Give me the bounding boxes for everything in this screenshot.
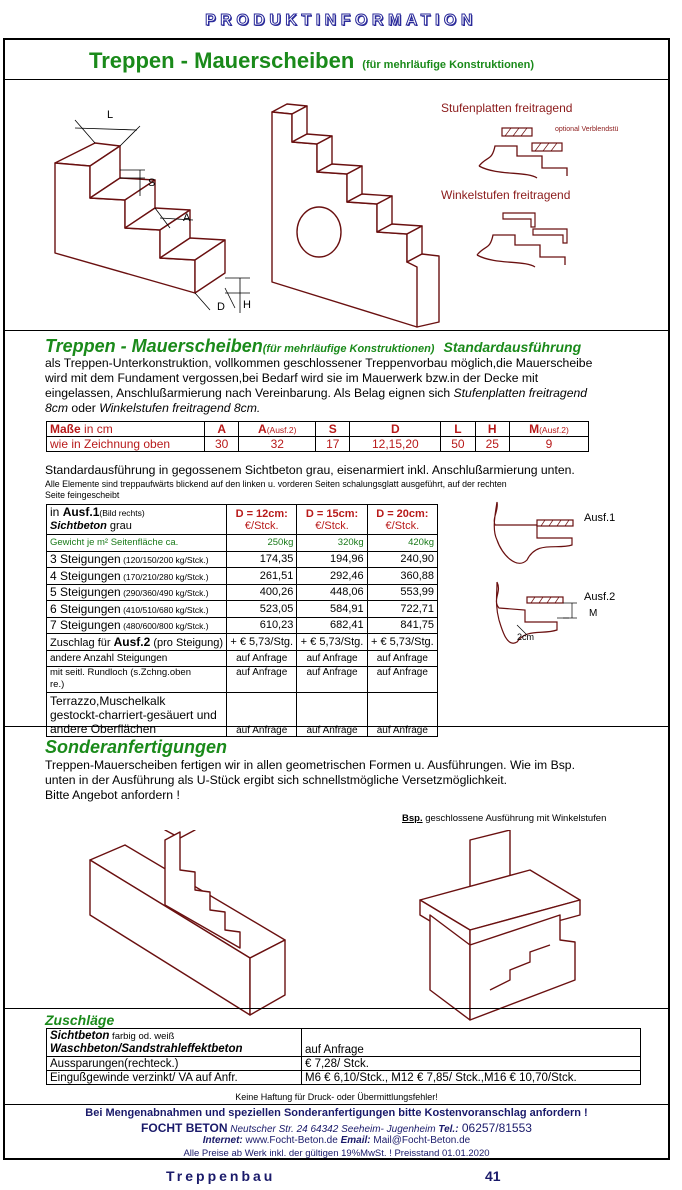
table-row bbox=[47, 568, 438, 585]
divider bbox=[5, 1008, 668, 1009]
col-unit: €/Stck. bbox=[244, 519, 279, 532]
std-line: Standardausführung in gegossenem Sichtbeton grau, eisenarmiert inkl. Anschlußarmierung unten. bbox=[45, 463, 575, 477]
section2-paragraph bbox=[45, 356, 592, 416]
price-cell: 448,06 bbox=[297, 584, 367, 601]
row-sub: (290/360/490 kg/Stck.) bbox=[120, 588, 209, 599]
price-h-grau: grau bbox=[106, 520, 132, 532]
inet-label: Internet: bbox=[202, 1135, 243, 1146]
price-cell: 523,05 bbox=[227, 601, 297, 618]
page-number: 41 bbox=[485, 1168, 501, 1184]
haftung-note: Keine Haftung für Druck- oder Übermittlungsfehler! bbox=[235, 1092, 438, 1102]
z-r1a: Sichtbeton bbox=[50, 1029, 110, 1042]
dim-header-bold: Maße bbox=[50, 422, 81, 436]
section3-paragraph bbox=[45, 758, 575, 803]
small-note-line: Seite feingescheibt bbox=[45, 490, 120, 500]
zuschlag-label bbox=[47, 634, 227, 651]
price-cell: 841,75 bbox=[367, 617, 437, 634]
section2-title-sub: (für mehrläufige Konstruktionen) bbox=[262, 343, 435, 355]
price-cell: 174,35 bbox=[227, 551, 297, 568]
para-text: oder bbox=[68, 401, 100, 415]
para-line: wird mit dem Fundament vergossen,bei Bedarf wird sie im Mauerwerk bzw.in der Decke mit bbox=[45, 371, 539, 385]
ausf-sketches bbox=[487, 500, 657, 650]
andere-value: auf Anfrage bbox=[227, 650, 297, 667]
col-d: D = 12cm: bbox=[235, 507, 288, 520]
col-d: D = 15cm: bbox=[305, 507, 359, 520]
col-d: D = 20cm: bbox=[376, 507, 429, 520]
dim-value-A: 30 bbox=[205, 437, 239, 452]
mengen-note: Bei Mengenabnahmen und speziellen Sonderanfertigungen bitte Kostenvoranschlag anfordern ! bbox=[85, 1107, 588, 1119]
row-name: 7 Steigungen bbox=[50, 618, 121, 633]
u-piece-diagram bbox=[85, 830, 305, 1020]
andere-value: auf Anfrage bbox=[367, 650, 437, 667]
col-unit: €/Stck. bbox=[315, 519, 349, 532]
price-cell: 553,99 bbox=[367, 584, 437, 601]
zuschlaege-title: Zuschläge bbox=[45, 1012, 115, 1028]
price-col-header bbox=[297, 505, 367, 535]
col-unit: €/Stck. bbox=[385, 519, 420, 532]
dim-value-S: 17 bbox=[316, 437, 350, 452]
dim-header-M bbox=[509, 422, 588, 437]
company-name: FOCHT BETON bbox=[141, 1121, 228, 1135]
zuschlag-value: + € 5,73/Stg. bbox=[227, 634, 297, 651]
inet-url[interactable]: www.Focht-Beton.de bbox=[242, 1135, 341, 1146]
section2-title-std: Standardausführung bbox=[443, 339, 582, 355]
mail-address[interactable]: Mail@Focht-Beton.de bbox=[370, 1135, 471, 1146]
row-label bbox=[47, 617, 227, 634]
section2-title bbox=[45, 336, 581, 357]
zuschlaege-table bbox=[46, 1028, 641, 1085]
price-cell: 400,26 bbox=[227, 584, 297, 601]
terrazzo-value: auf Anfrage bbox=[297, 693, 367, 737]
content-frame bbox=[3, 38, 670, 1160]
para-italic: 8cm bbox=[45, 401, 69, 415]
para-line: als Treppen-Unterkonstruktion, vollkommen geschlossener Treppenvorbau möglich,die Mauerscheibe bbox=[45, 356, 593, 370]
rundloch-value: auf Anfrage bbox=[227, 667, 297, 693]
dim-header-A2-sub: (Ausf.2) bbox=[266, 425, 297, 435]
dim-value-D: 12,15,20 bbox=[350, 437, 441, 452]
price-h-in: in bbox=[50, 505, 63, 519]
dim-header-A: A bbox=[205, 422, 239, 437]
z-r1c: Waschbeton/Sandstrahleffektbeton bbox=[50, 1042, 243, 1055]
zuschlag-row-value: € 7,28/ Stck. bbox=[302, 1057, 641, 1071]
terrazzo-value: auf Anfrage bbox=[227, 693, 297, 737]
terrazzo-label bbox=[47, 693, 227, 737]
dim-header-S: S bbox=[316, 422, 350, 437]
bsp-label: Bsp. bbox=[402, 813, 423, 824]
bsp-text: geschlossene Ausführung mit Winkelstufen bbox=[422, 813, 607, 824]
dim-value-H: 25 bbox=[475, 437, 509, 452]
row-label bbox=[47, 584, 227, 601]
main-title-sub: (für mehrläufige Konstruktionen) bbox=[362, 59, 535, 71]
divider bbox=[5, 726, 668, 727]
price-table bbox=[46, 504, 438, 737]
rundloch-value: auf Anfrage bbox=[297, 667, 367, 693]
dim-label-S: S bbox=[148, 177, 156, 189]
preise-note: Alle Preise ab Werk inkl. der gültigen 19%MwSt. ! Preisstand 01.01.2020 bbox=[183, 1148, 490, 1159]
price-h-sicht: Sichtbeton bbox=[50, 520, 107, 532]
winkelstufen-sketch bbox=[475, 205, 585, 270]
para-italic: Stufenplatten freitragend bbox=[453, 386, 588, 400]
andere-label: andere Anzahl Steigungen bbox=[47, 650, 227, 667]
dim-header-A2 bbox=[239, 422, 316, 437]
table-row bbox=[47, 551, 438, 568]
row-sub: (170/210/280 kg/Stck.) bbox=[120, 571, 209, 582]
terrazzo-l1: Terrazzo,Muschelkalk bbox=[50, 694, 166, 708]
bsp-caption bbox=[402, 813, 606, 824]
zuschlag-row-label: Aussparungen(rechteck.) bbox=[47, 1057, 302, 1071]
dim-header-unit: in cm bbox=[80, 422, 113, 436]
contact-line bbox=[5, 1135, 668, 1146]
price-cell: 360,88 bbox=[367, 568, 437, 585]
tel-number: 06257/81553 bbox=[458, 1121, 532, 1135]
tel-label: Tel.: bbox=[438, 1124, 459, 1135]
z-r1b: farbig od. weiß bbox=[109, 1030, 175, 1042]
rundloch-l1: mit seitl. Rundloch (s.Zchng.oben bbox=[50, 667, 191, 678]
dim-header-M-text: M bbox=[529, 422, 540, 436]
para-italic: Winkelstufen freitragend 8cm. bbox=[99, 401, 261, 415]
rundloch-l2: re.) bbox=[50, 679, 65, 690]
price-header-label bbox=[47, 505, 227, 535]
divider bbox=[5, 79, 668, 80]
zuschlag-row-value: auf Anfrage bbox=[302, 1029, 641, 1057]
row-name: 3 Steigungen bbox=[50, 552, 121, 567]
divider bbox=[5, 330, 668, 331]
small-note bbox=[45, 479, 507, 501]
rundloch-label bbox=[47, 667, 227, 693]
company-line bbox=[5, 1121, 668, 1135]
company-address: Neutscher Str. 24 64342 Seeheim- Jugenheim bbox=[227, 1124, 439, 1135]
price-cell: 584,91 bbox=[297, 601, 367, 618]
row-label bbox=[47, 551, 227, 568]
dim-value-L: 50 bbox=[441, 437, 475, 452]
zuschlag-c: (pro Steigung) bbox=[150, 636, 224, 649]
price-cell: 292,46 bbox=[297, 568, 367, 585]
row-sub: (120/150/200 kg/Stck.) bbox=[120, 555, 209, 566]
zuschlag-value: + € 5,73/Stg. bbox=[367, 634, 437, 651]
zuschlag-row-label bbox=[47, 1029, 302, 1057]
footer-section-name: Treppenbau bbox=[166, 1168, 276, 1184]
dim-value-M: 9 bbox=[509, 437, 588, 452]
page-header: PRODUKTINFORMATION bbox=[205, 12, 477, 29]
m-label: M bbox=[589, 608, 598, 619]
andere-value: auf Anfrage bbox=[297, 650, 367, 667]
winkelstufen-u-diagram bbox=[410, 830, 585, 1030]
terrazzo-l2: gestockt-charriert-gesäuert und bbox=[50, 708, 217, 722]
zuschlag-a: Zuschlag für bbox=[50, 636, 114, 649]
row-label bbox=[47, 601, 227, 618]
zuschlag-value: + € 5,73/Stg. bbox=[297, 634, 367, 651]
small-note-line: Alle Elemente sind treppaufwärts blickend auf den linken u. vorderen Seiten schalungsglatt ausgeführt, auf der rechten bbox=[45, 479, 507, 489]
row-name: 4 Steigungen bbox=[50, 568, 121, 583]
section2-title-text: Treppen - Mauerscheiben bbox=[45, 336, 263, 356]
main-title-text: Treppen - Mauerscheiben bbox=[89, 48, 355, 73]
row-sub: (410/510/680 kg/Stck.) bbox=[120, 604, 209, 615]
dim-label-A: A bbox=[183, 212, 191, 224]
dim-header bbox=[47, 422, 205, 437]
table-row bbox=[47, 584, 438, 601]
para-line bbox=[45, 401, 592, 416]
price-col-header bbox=[367, 505, 437, 535]
ausf1-label: Ausf.1 bbox=[584, 512, 616, 524]
row-name: 6 Steigungen bbox=[50, 601, 121, 616]
para-text: eingelassen, Anschlußarmierung nach Vereinbarung. Als Belag eignen sich bbox=[45, 386, 454, 400]
label-verblend: optional Verblendstü bbox=[555, 126, 619, 133]
section3-title: Sonderanfertigungen bbox=[45, 737, 228, 757]
gewicht-label: Gewicht je m² Seitenfläche ca. bbox=[47, 535, 227, 552]
gewicht-value: 250kg bbox=[227, 535, 297, 552]
dim-label-L: L bbox=[107, 109, 114, 121]
dim-label-H: H bbox=[243, 299, 251, 311]
table-row bbox=[47, 617, 438, 634]
table-row bbox=[47, 667, 438, 693]
price-cell: 261,51 bbox=[227, 568, 297, 585]
price-cell: 610,23 bbox=[227, 617, 297, 634]
price-h-ausf: Ausf.1 bbox=[62, 505, 100, 519]
para-line: Treppen-Mauerscheiben fertigen wir in allen geometrischen Formen u. Ausführungen. Wie im Bsp. bbox=[45, 758, 575, 772]
para-line: unten in der Ausführung als U-Stück ergibt sich schnellstmögliche Versetzmöglichkeit. bbox=[45, 773, 507, 787]
dim-row-label: wie in Zeichnung oben bbox=[47, 437, 205, 452]
price-cell: 194,96 bbox=[297, 551, 367, 568]
zuschlag-b: Ausf.2 bbox=[113, 634, 151, 649]
para-line: Bitte Angebot anfordern ! bbox=[45, 788, 180, 802]
row-sub: (480/600/800 kg/Stck.) bbox=[120, 621, 209, 632]
dim-header-A2-text: A bbox=[258, 422, 267, 436]
dimensions-table bbox=[46, 421, 589, 452]
label-stufenplatten: Stufenplatten freitragend bbox=[441, 101, 573, 115]
dim-header-M-sub: (Ausf.2) bbox=[539, 425, 569, 435]
price-col-header bbox=[227, 505, 297, 535]
dim-label-D: D bbox=[217, 301, 225, 313]
dim-value-A2: 32 bbox=[239, 437, 316, 452]
table-row bbox=[47, 601, 438, 618]
main-title bbox=[89, 48, 534, 74]
gewicht-value: 420kg bbox=[367, 535, 437, 552]
terrazzo-value: auf Anfrage bbox=[367, 693, 437, 737]
price-cell: 722,71 bbox=[367, 601, 437, 618]
gewicht-value: 320kg bbox=[297, 535, 367, 552]
stair-with-hole-diagram bbox=[267, 102, 447, 332]
price-cell: 682,41 bbox=[297, 617, 367, 634]
row-name: 5 Steigungen bbox=[50, 585, 121, 600]
row-label bbox=[47, 568, 227, 585]
terrazzo-l3: andere Oberflächen bbox=[50, 722, 157, 736]
para-line bbox=[45, 386, 592, 401]
table-row bbox=[47, 693, 438, 737]
table-row bbox=[47, 634, 438, 651]
zuschlag-row-label: Eingußgewinde verzinkt/ VA auf Anfr. bbox=[47, 1071, 302, 1085]
cm-label: 2cm bbox=[517, 632, 535, 642]
label-winkelstufen: Winkelstufen freitragend bbox=[441, 188, 571, 202]
rundloch-value: auf Anfrage bbox=[367, 667, 437, 693]
table-row bbox=[47, 650, 438, 667]
stair-dimension-diagram bbox=[45, 88, 255, 313]
price-h-bild: (Bild rechts) bbox=[99, 508, 145, 518]
zuschlag-row-value: M6 € 6,10/Stck., M12 € 7,85/ Stck.,M16 € 10,70/Stck. bbox=[302, 1071, 641, 1085]
dim-header-H: H bbox=[475, 422, 509, 437]
divider bbox=[5, 1104, 668, 1105]
price-cell: 240,90 bbox=[367, 551, 437, 568]
dim-header-L: L bbox=[441, 422, 475, 437]
mail-label: Email: bbox=[340, 1135, 371, 1146]
dim-header-D: D bbox=[350, 422, 441, 437]
ausf2-label: Ausf.2 bbox=[584, 591, 616, 603]
